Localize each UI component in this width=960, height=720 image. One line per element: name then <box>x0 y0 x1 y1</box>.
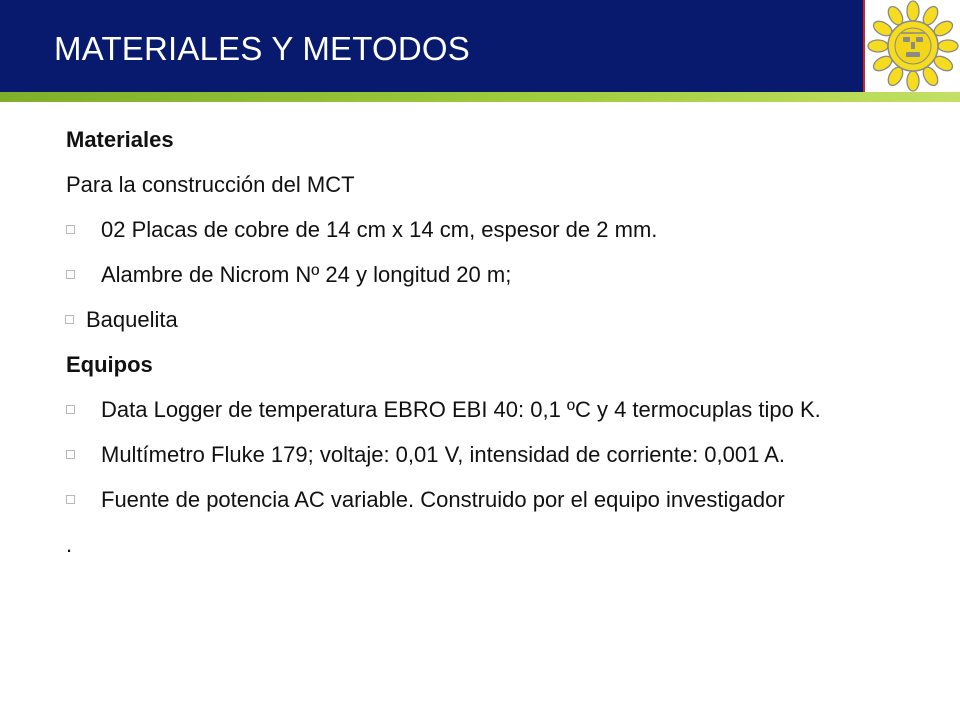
bullet-icon <box>66 270 75 279</box>
bullet-text: Multímetro Fluke 179; voltaje: 0,01 V, intensidad de corriente: 0,001 A. <box>101 442 786 467</box>
sun-ray-icon <box>907 1 919 21</box>
accent-bar <box>0 92 960 102</box>
bullet-icon <box>66 450 75 459</box>
logo-container <box>863 0 960 92</box>
bullet-text: Alambre de Nicrom Nº 24 y longitud 20 m; <box>101 262 512 287</box>
header-bar <box>0 0 863 92</box>
bullet-icon <box>66 495 75 504</box>
sun-ray-icon <box>938 40 958 52</box>
intro-text: Para la construcción del MCT <box>66 172 355 197</box>
bullet-icon <box>66 225 75 234</box>
equipos-heading: Equipos <box>66 352 153 377</box>
bullet-icon <box>65 315 74 324</box>
materiales-heading: Materiales <box>66 127 174 152</box>
sun-ray-icon <box>907 71 919 91</box>
trailing-period: . <box>66 532 73 557</box>
bullet-item <box>66 304 916 336</box>
bullet-text: 02 Placas de cobre de 14 cm x 14 cm, espesor de 2 mm. <box>101 217 658 242</box>
bullet-text: Fuente de potencia AC variable. Construido por el equipo investigador <box>101 487 785 512</box>
bullet-item <box>66 259 916 291</box>
bullet-item <box>66 439 916 471</box>
slide-title: MATERIALES Y METODOS <box>54 30 471 67</box>
sun-ray-icon <box>868 40 888 52</box>
bullet-icon <box>66 405 75 414</box>
bullet-text: Data Logger de temperatura EBRO EBI 40: 0,1 ºC y 4 termocuplas tipo K. <box>101 397 821 422</box>
slide-content <box>66 124 916 561</box>
bullet-item <box>66 484 916 516</box>
bullet-text: Baquelita <box>86 307 178 332</box>
sun-face-logo-icon <box>867 0 959 92</box>
bullet-item <box>66 394 916 426</box>
bullet-item <box>66 214 916 246</box>
